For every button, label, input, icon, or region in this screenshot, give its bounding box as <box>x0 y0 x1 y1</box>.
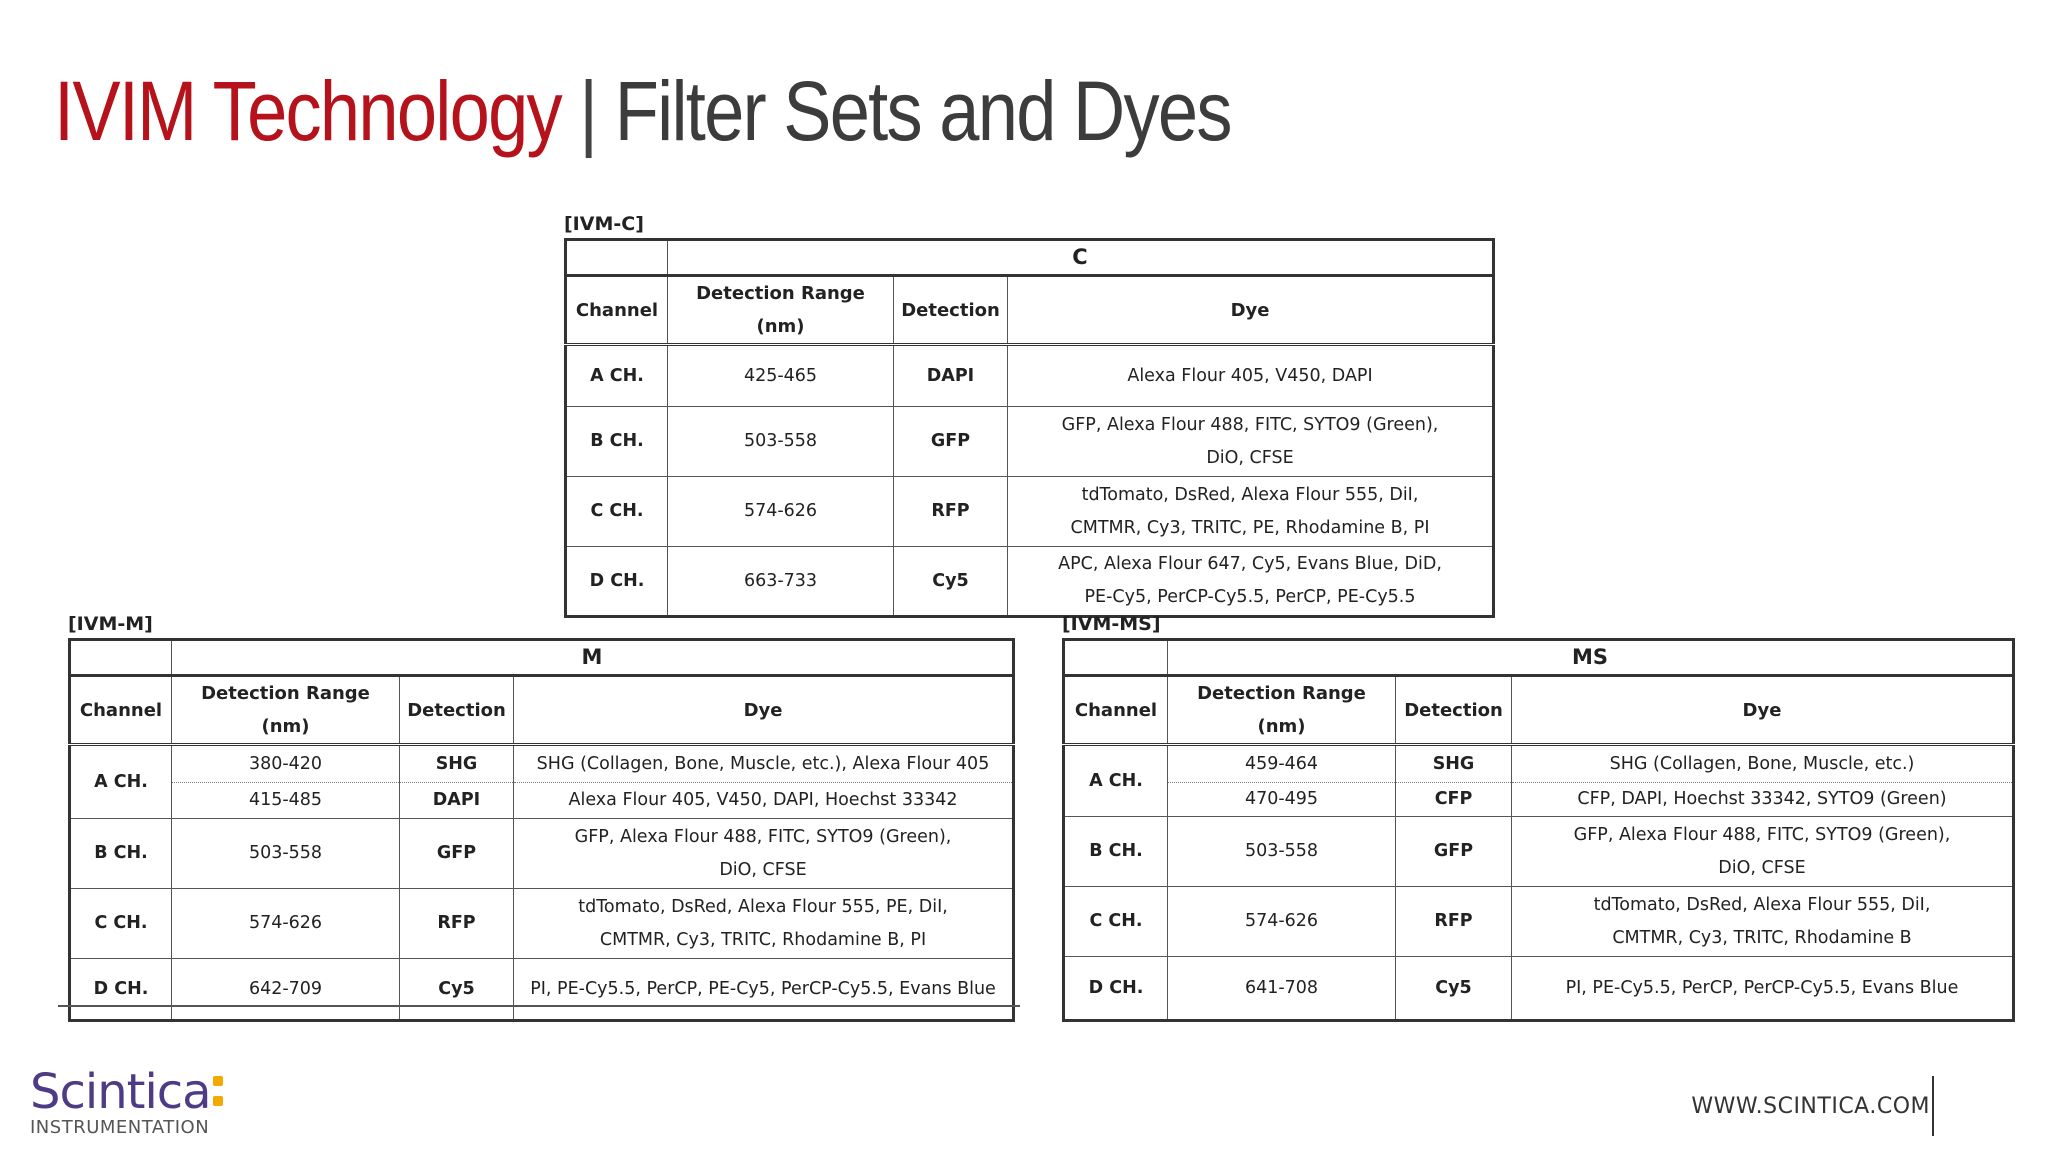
header-range: Detection Range (nm) <box>172 676 400 745</box>
dye-cell: Alexa Flour 405, V450, DAPI <box>1008 345 1494 407</box>
detection-cell: Cy5 <box>400 959 514 1021</box>
channel-cell: A CH. <box>1064 745 1168 817</box>
title-subject: Filter Sets and Dyes <box>614 64 1231 158</box>
channel-cell: D CH. <box>1064 957 1168 1021</box>
channel-cell: D CH. <box>70 959 172 1021</box>
header-detection: Detection <box>1396 676 1512 745</box>
range-cell: 574-626 <box>172 889 400 959</box>
table-row <box>70 745 1014 783</box>
header-channel: Channel <box>566 276 668 345</box>
header-dye: Dye <box>1008 276 1494 345</box>
range-cell: 380-420 <box>172 745 400 783</box>
header-detection: Detection <box>400 676 514 745</box>
detection-cell: GFP <box>1396 817 1512 887</box>
group-header: M <box>172 640 1014 676</box>
range-cell: 503-558 <box>668 407 894 477</box>
dye-cell <box>514 889 1014 959</box>
corner-cell <box>1064 640 1168 676</box>
header-range: Detection Range (nm) <box>668 276 894 345</box>
dye-cell: Alexa Flour 405, V450, DAPI, Hoechst 33342 <box>514 783 1014 819</box>
range-cell: 503-558 <box>172 819 400 889</box>
detection-cell: Cy5 <box>1396 957 1512 1021</box>
table-underline <box>58 1005 1020 1007</box>
group-header: MS <box>1168 640 2014 676</box>
table-row <box>70 959 1014 1021</box>
ivm-m-table <box>68 638 1015 1022</box>
ivm-ms-caption: [IVM-MS] <box>1062 613 1161 635</box>
range-cell: 574-626 <box>1168 887 1396 957</box>
dye-line: GFP, Alexa Flour 488, FITC, SYTO9 (Green), <box>574 826 952 847</box>
ivm-c-caption: [IVM-C] <box>564 213 644 235</box>
table-row <box>566 477 1494 547</box>
dye-cell: PI, PE-Cy5.5, PerCP, PerCP-Cy5.5, Evans Blue <box>1512 957 2014 1021</box>
detection-cell: RFP <box>894 477 1008 547</box>
dye-line: GFP, Alexa Flour 488, FITC, SYTO9 (Green), <box>1573 824 1951 845</box>
header-dye: Dye <box>514 676 1014 745</box>
table-row <box>70 819 1014 889</box>
range-cell: 470-495 <box>1168 783 1396 817</box>
dye-line: DiO, CFSE <box>719 859 807 880</box>
detection-cell: GFP <box>894 407 1008 477</box>
channel-cell: B CH. <box>1064 817 1168 887</box>
channel-cell: C CH. <box>1064 887 1168 957</box>
ivm-c-block <box>564 210 1495 618</box>
dye-line: DiO, CFSE <box>1206 447 1294 468</box>
header-range: Detection Range (nm) <box>1168 676 1396 745</box>
channel-cell: A CH. <box>70 745 172 819</box>
dye-line: tdTomato, DsRed, Alexa Flour 555, DiI, <box>1081 484 1419 505</box>
detection-cell: CFP <box>1396 783 1512 817</box>
detection-cell: SHG <box>1396 745 1512 783</box>
detection-cell: RFP <box>1396 887 1512 957</box>
ivm-m-block <box>68 610 1015 1022</box>
ivm-ms-block <box>1062 610 2015 1022</box>
logo-text: Scintica <box>30 1064 211 1120</box>
dye-line: DiO, CFSE <box>1718 857 1806 878</box>
channel-cell: A CH. <box>566 345 668 407</box>
table-row <box>70 783 1014 819</box>
range-cell: 459-464 <box>1168 745 1396 783</box>
table-row <box>70 889 1014 959</box>
dye-cell: CFP, DAPI, Hoechst 33342, SYTO9 (Green) <box>1512 783 2014 817</box>
dye-line: tdTomato, DsRed, Alexa Flour 555, DiI, <box>1593 894 1931 915</box>
footer-divider <box>1932 1076 1934 1136</box>
dye-cell: SHG (Collagen, Bone, Muscle, etc.), Alexa Flour 405 <box>514 745 1014 783</box>
ivm-ms-table <box>1062 638 2015 1022</box>
detection-cell: Cy5 <box>894 547 1008 617</box>
logo-wordmark <box>30 1066 225 1118</box>
header-dye: Dye <box>1512 676 2014 745</box>
header-channel: Channel <box>70 676 172 745</box>
dye-line: PE-Cy5, PerCP-Cy5.5, PerCP, PE-Cy5.5 <box>1084 587 1416 607</box>
dye-cell: SHG (Collagen, Bone, Muscle, etc.) <box>1512 745 2014 783</box>
channel-cell: C CH. <box>566 477 668 547</box>
corner-cell <box>566 240 668 276</box>
title-separator: | <box>579 64 597 158</box>
range-cell: 425-465 <box>668 345 894 407</box>
channel-cell: B CH. <box>566 407 668 477</box>
detection-cell: SHG <box>400 745 514 783</box>
website-url: WWW.SCINTICA.COM <box>1691 1094 1930 1119</box>
dye-line: tdTomato, DsRed, Alexa Flour 555, PE, DiI, <box>578 896 948 917</box>
channel-cell: C CH. <box>70 889 172 959</box>
dye-cell <box>514 819 1014 889</box>
channel-cell: D CH. <box>566 547 668 617</box>
dye-line: GFP, Alexa Flour 488, FITC, SYTO9 (Green), <box>1061 414 1439 435</box>
header-channel: Channel <box>1064 676 1168 745</box>
dye-line: CMTMR, Cy3, TRITC, PE, Rhodamine B, PI <box>1070 517 1430 538</box>
corner-cell <box>70 640 172 676</box>
page-title <box>54 56 1231 166</box>
range-cell: 415-485 <box>172 783 400 819</box>
range-cell: 503-558 <box>1168 817 1396 887</box>
table-row <box>1064 817 2014 887</box>
dye-cell <box>1008 547 1494 617</box>
range-cell: 663-733 <box>668 547 894 617</box>
table-row <box>566 547 1494 617</box>
range-cell: 642-709 <box>172 959 400 1021</box>
ivm-m-caption: [IVM-M] <box>68 613 153 635</box>
scintica-logo <box>30 1066 225 1138</box>
logo-subtitle: INSTRUMENTATION <box>30 1117 210 1138</box>
table-row <box>1064 783 2014 817</box>
dye-line: CMTMR, Cy3, TRITC, Rhodamine B, PI <box>599 929 927 950</box>
header-detection: Detection <box>894 276 1008 345</box>
range-cell: 641-708 <box>1168 957 1396 1021</box>
ivm-c-table <box>564 238 1495 618</box>
dye-cell: PI, PE-Cy5.5, PerCP, PE-Cy5, PerCP-Cy5.5, Evans Blue <box>514 959 1014 1021</box>
dye-cell <box>1008 477 1494 547</box>
table-row <box>1064 887 2014 957</box>
dye-cell <box>1008 407 1494 477</box>
channel-cell: B CH. <box>70 819 172 889</box>
dye-cell <box>1512 887 2014 957</box>
table-row <box>1064 957 2014 1021</box>
detection-cell: RFP <box>400 889 514 959</box>
range-cell: 574-626 <box>668 477 894 547</box>
dye-line: CMTMR, Cy3, TRITC, Rhodamine B <box>1612 927 1912 948</box>
table-row <box>566 345 1494 407</box>
detection-cell: DAPI <box>400 783 514 819</box>
table-row <box>1064 745 2014 783</box>
detection-cell: DAPI <box>894 345 1008 407</box>
group-header: C <box>668 240 1494 276</box>
detection-cell: GFP <box>400 819 514 889</box>
dye-cell <box>1512 817 2014 887</box>
title-brand: IVIM Technology <box>54 64 561 158</box>
dye-line: APC, Alexa Flour 647, Cy5, Evans Blue, DiD, <box>1058 554 1442 574</box>
logo-colon-icon <box>213 1076 225 1108</box>
table-row <box>566 407 1494 477</box>
